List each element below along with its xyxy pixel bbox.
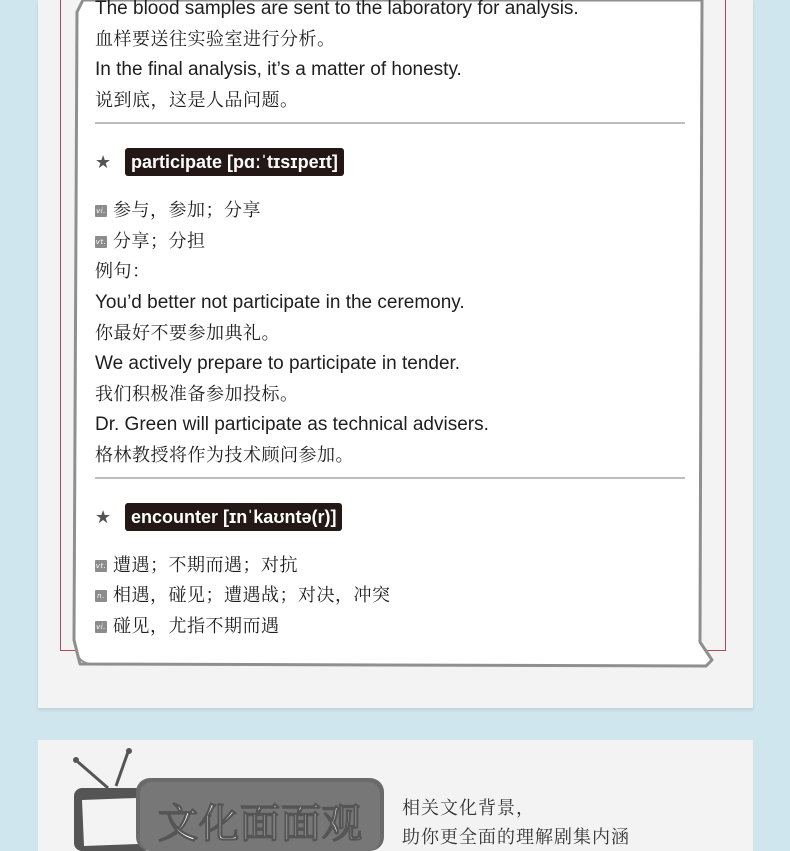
- examples-label: 例句：: [95, 261, 151, 282]
- definition: [95, 554, 298, 578]
- word-entry-encounter: [95, 502, 342, 532]
- example-zh: 格林教授将作为技术顾问参加。: [95, 445, 354, 466]
- example-en: Dr. Green will participate as technical advisers.: [95, 414, 489, 435]
- example-en: The blood samples are sent to the laboratory for analysis.: [95, 0, 579, 19]
- definition-text: 碰见，尤指不期而遇: [113, 616, 280, 637]
- pos-badge-icon: vt.: [95, 562, 107, 570]
- definition-text: 相遇，碰见；遭遇战；对决，冲突: [113, 585, 391, 606]
- example-zh: 说到底，这是人品问题。: [95, 90, 299, 111]
- culture-description-line: 助你更全面的理解剧集内涵: [402, 827, 630, 848]
- pos-badge-icon: vi.: [96, 623, 106, 631]
- example-en: In the final analysis, it’s a matter of honesty.: [95, 59, 462, 80]
- example-en: We actively prepare to participate in tender.: [95, 353, 461, 374]
- star-icon: ★: [95, 506, 112, 527]
- definition: [95, 584, 391, 608]
- example-en: You’d better not participate in the ceremony.: [95, 292, 465, 313]
- definition-text: 分享；分担: [113, 231, 206, 252]
- example-zh: 我们积极准备参加投标。: [95, 384, 299, 405]
- example-zh: 你最好不要参加典礼。: [95, 323, 280, 344]
- pos-badge-icon: vt.: [95, 238, 107, 246]
- word-entry-participate: [95, 147, 344, 177]
- divider: [95, 477, 685, 479]
- definition-text: 遭遇；不期而遇；对抗: [113, 555, 298, 576]
- pos-badge-icon: n.: [95, 590, 107, 602]
- definition: [95, 230, 206, 254]
- star-icon: ★: [95, 151, 112, 172]
- definition-text: 参与，参加；分享: [113, 200, 261, 221]
- headword: encounter [ɪnˈkaʊntə(r)]: [125, 503, 342, 531]
- example-zh: 血样要送往实验室进行分析。: [95, 29, 336, 50]
- definition: [95, 199, 261, 223]
- definition: [95, 615, 280, 639]
- culture-description-line: 相关文化背景，: [402, 798, 535, 819]
- culture-banner-title: 文化面面观: [158, 801, 363, 847]
- divider: [95, 122, 685, 124]
- headword: participate [pɑːˈtɪsɪpeɪt]: [125, 148, 344, 176]
- pos-badge-icon: vi.: [96, 207, 106, 215]
